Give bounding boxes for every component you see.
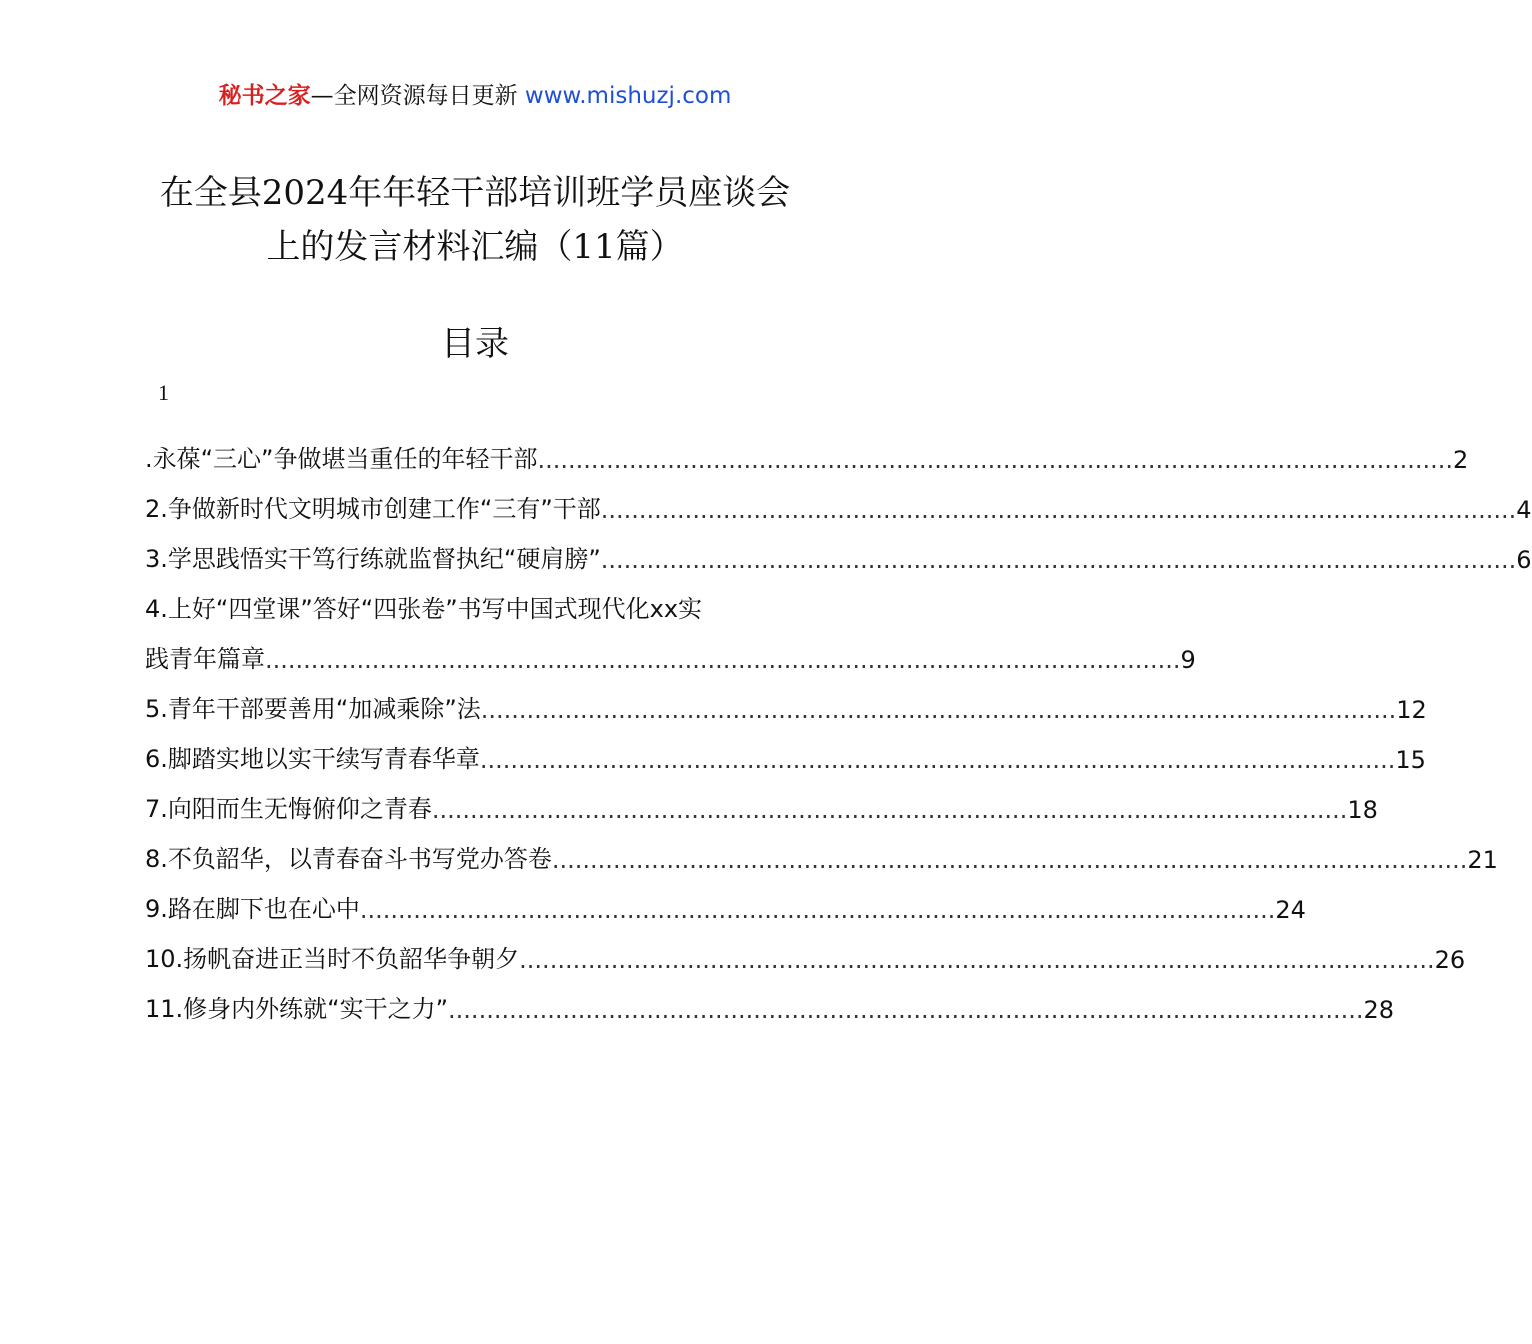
toc-entry-label: 9.路在脚下也在心中	[145, 895, 360, 923]
toc-entry-5[interactable]	[145, 674, 1427, 724]
table-of-contents	[145, 424, 1532, 1024]
title-line-1: 在全县2024年年轻干部培训班学员座谈会	[159, 173, 791, 213]
toc-entry-9[interactable]	[145, 874, 1306, 924]
toc-entry-6[interactable]	[145, 724, 1426, 774]
toc-entry-2[interactable]	[145, 474, 1532, 524]
toc-entry-label: 6.脚踏实地以实干续写青春华章	[145, 745, 480, 773]
toc-entry-8[interactable]	[145, 824, 1498, 874]
toc-entry-4[interactable]	[145, 624, 1196, 674]
toc-entry-label-line-1: 4.上好“四堂课”答好“四张卷”书写中国式现代化xx实	[145, 595, 703, 623]
toc-entry-label: 3.学思践悟实干笃行练就监督执纪“硬肩膀”	[145, 545, 601, 573]
toc-entry-11[interactable]	[145, 974, 1395, 1024]
toc-entry-page: 2	[1452, 446, 1469, 474]
dot-leader: ........................................................................................................................	[359, 896, 1276, 924]
toc-entry-label: 8.不负韶华，以青春奋斗书写党办答卷	[145, 845, 552, 873]
dot-leader: ........................................................................................................................	[600, 496, 1517, 524]
toc-entry-4-line-1[interactable]	[145, 574, 806, 624]
toc-entry-label: 5.青年干部要善用“加减乘除”法	[145, 695, 481, 723]
dot-leader: ........................................................................................................................	[431, 796, 1348, 824]
toc-entry-label: .永葆“三心”争做堪当重任的年轻干部	[145, 445, 538, 473]
dot-leader: ........................................................................................................................	[480, 696, 1397, 724]
document-title	[0, 166, 950, 274]
toc-entry-label: 践青年篇章	[145, 645, 265, 673]
banner-url[interactable]: www.mishuzj.com	[524, 83, 732, 109]
toc-heading: 目录	[441, 324, 509, 364]
toc-entry-label: 10.扬帆奋进正当时不负韶华争朝夕	[145, 945, 520, 973]
dot-leader: ........................................................................................................................	[479, 746, 1396, 774]
toc-entry-10[interactable]	[145, 924, 1466, 974]
page-marker: 1	[158, 380, 169, 405]
toc-entry-page: 26	[1434, 946, 1466, 974]
dot-leader: ........................................................................................................................	[551, 846, 1468, 874]
toc-entry-page: 4	[1516, 496, 1532, 524]
toc-entry-page: 24	[1275, 896, 1306, 924]
toc-entry-page: 6	[1516, 546, 1532, 574]
toc-entry-7[interactable]	[145, 774, 1378, 824]
dot-leader: ........................................................................................................................	[537, 446, 1453, 474]
toc-entry-3[interactable]	[145, 524, 1532, 574]
toc-entry-page: 21	[1467, 846, 1498, 874]
toc-entry-label: 2.争做新时代文明城市创建工作“三有”干部	[145, 495, 601, 523]
dot-leader: ........................................................................................................................	[265, 646, 1181, 674]
toc-entry-page: 12	[1396, 696, 1427, 724]
toc-entry-label: 11.修身内外练就“实干之力”	[145, 995, 449, 1023]
toc-entry-page: 15	[1395, 746, 1426, 774]
title-line-2: 上的发言材料汇编（11篇）	[266, 227, 684, 267]
toc-entry-page: 9	[1180, 646, 1196, 674]
toc-entry-page: 18	[1347, 796, 1378, 824]
brand-name: 秘书之家	[218, 83, 311, 109]
toc-entry-page: 28	[1363, 996, 1395, 1024]
banner-tagline: —全网资源每日更新	[310, 83, 518, 109]
site-banner	[0, 80, 950, 112]
dot-leader: ........................................................................................................................	[448, 996, 1364, 1024]
dot-leader: ........................................................................................................................	[600, 546, 1517, 574]
toc-entry-label: 7.向阳而生无悔俯仰之青春	[145, 795, 432, 823]
toc-entry-1[interactable]	[145, 424, 1469, 474]
dot-leader: ........................................................................................................................	[519, 946, 1435, 974]
